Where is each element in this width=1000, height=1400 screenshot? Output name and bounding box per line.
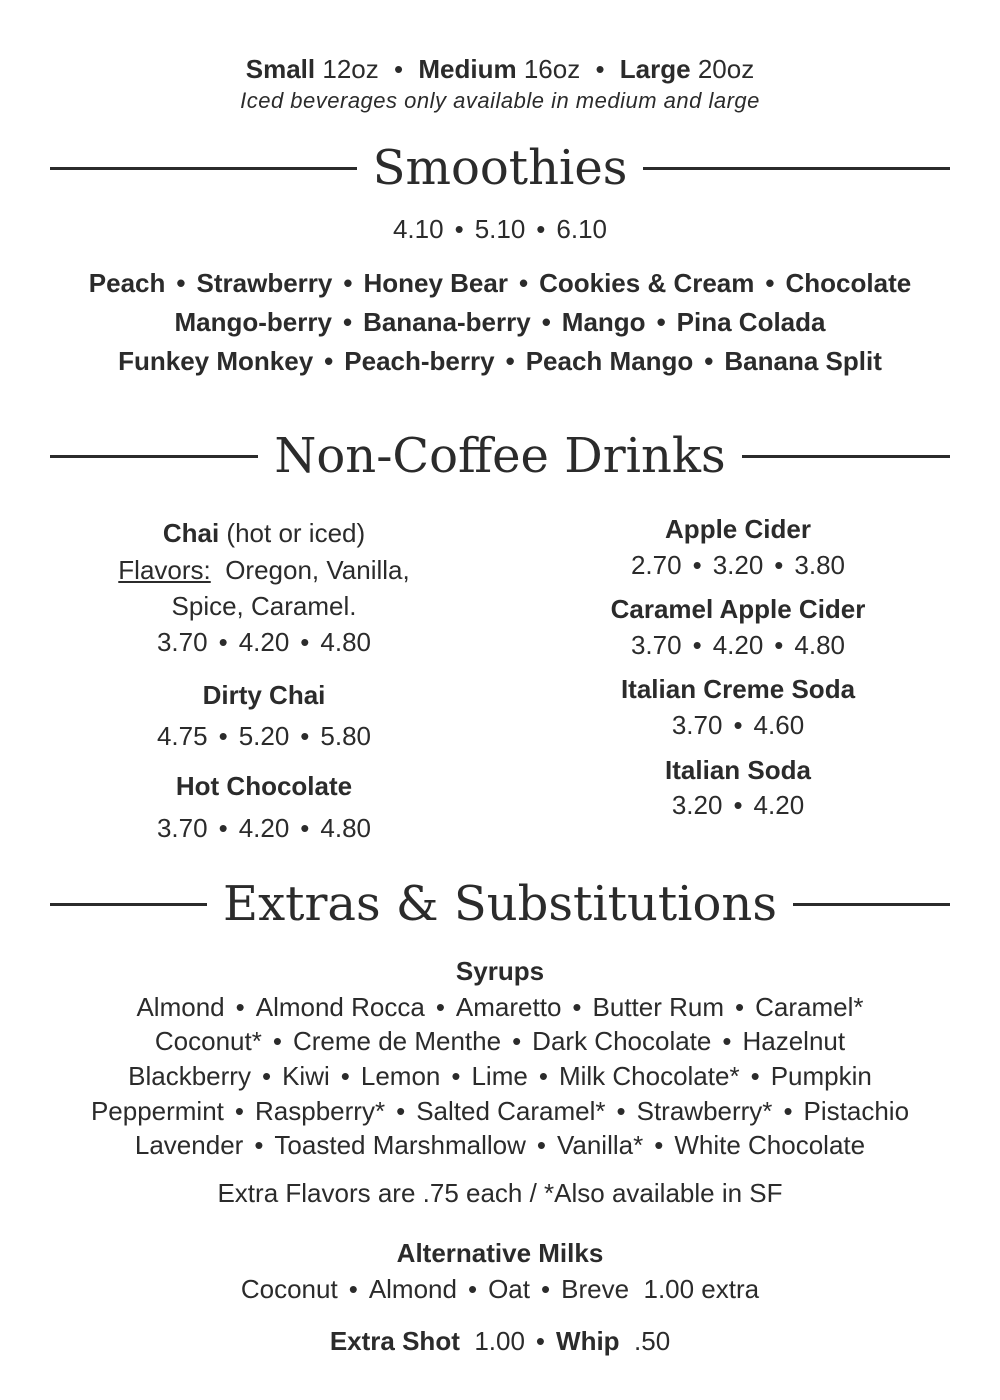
price: 4.20 — [712, 630, 764, 660]
dirty-chai-name: Dirty Chai — [202, 680, 326, 710]
size-small-value: 12oz — [322, 54, 379, 84]
size-medium-label: Medium — [418, 54, 517, 84]
flavors-label: Flavors: — [118, 555, 211, 585]
flavors-list: Oregon, Vanilla, — [225, 555, 410, 585]
syrups-row-3: Blackberry • Kiwi • Lemon • Lime • Milk Chocolate* • Pumpkin — [128, 1061, 872, 1091]
heading-rule — [793, 903, 950, 906]
caramel-apple-cider-name: Caramel Apple Cider — [610, 594, 866, 624]
price: 5.20 — [238, 721, 290, 751]
syrups-row-2: Coconut* • Creme de Menthe • Dark Chocolate • Hazelnut — [154, 1026, 846, 1056]
extras-title: Extras & Substitutions — [223, 876, 777, 932]
smoothie-item: Peach — [88, 268, 166, 298]
syrup-item: Peppermint — [90, 1096, 224, 1126]
milk-item: Oat — [488, 1274, 530, 1304]
price: 4.80 — [320, 813, 372, 843]
syrup-item: Lavender — [134, 1130, 244, 1160]
price: 3.20 — [712, 550, 764, 580]
size-large-label: Large — [619, 54, 691, 84]
iced-note: Iced beverages only available in medium and large — [240, 88, 760, 113]
price: 4.80 — [794, 630, 846, 660]
price: 5.80 — [320, 721, 372, 751]
syrup-item: Milk Chocolate* — [558, 1061, 740, 1091]
milks-label: Alternative Milks — [396, 1238, 604, 1268]
non-coffee-heading — [50, 428, 950, 484]
size-medium-value: 16oz — [523, 54, 581, 84]
price: 4.75 — [156, 721, 208, 751]
heading-rule — [50, 455, 258, 458]
smoothie-item: Banana Split — [724, 346, 882, 376]
size-large-value: 20oz — [697, 54, 755, 84]
italian-creme-soda-name: Italian Creme Soda — [620, 674, 856, 704]
price: 3.70 — [156, 813, 208, 843]
smoothie-item: Chocolate — [785, 268, 912, 298]
chai-note: (hot or iced) — [226, 518, 366, 548]
caramel-apple-cider-prices: 3.70 • 4.20 • 4.80 — [630, 630, 846, 660]
chai-name: Chai — [162, 518, 220, 548]
extra-shot-price: 1.00 — [474, 1326, 525, 1356]
smoothie-item: Funkey Monkey — [118, 346, 314, 376]
bullet: • — [595, 54, 605, 84]
chai-flavors-line — [44, 555, 484, 586]
smoothies-title: Smoothies — [372, 140, 628, 196]
syrup-item: Amaretto — [455, 992, 562, 1022]
price: 4.80 — [320, 627, 372, 657]
whip-price: .50 — [634, 1326, 671, 1356]
heading-rule — [50, 167, 357, 170]
bullet: • — [394, 54, 404, 84]
syrups-row-5: Lavender • Toasted Marshmallow • Vanilla* • White Chocolate — [134, 1130, 866, 1160]
syrups-row-4: Peppermint • Raspberry* • Salted Caramel* • Strawberry* • Pistachio — [90, 1096, 910, 1126]
milk-item: Almond — [368, 1274, 457, 1304]
price: 3.80 — [794, 550, 846, 580]
syrup-item: Butter Rum — [592, 992, 725, 1022]
syrup-item: Almond Rocca — [255, 992, 425, 1022]
italian-soda-name: Italian Soda — [665, 755, 811, 785]
extra-shot-label: Extra Shot — [329, 1326, 460, 1356]
syrup-item: Toasted Marshmallow — [274, 1130, 526, 1160]
price: 4.10 — [392, 214, 444, 244]
italian-creme-soda-prices: 3.70 • 4.60 — [671, 710, 805, 740]
syrup-item: Kiwi — [282, 1061, 330, 1091]
smoothies-prices: 4.10 • 5.10 • 6.10 — [392, 214, 608, 244]
syrup-item: Caramel* — [755, 992, 864, 1022]
smoothies-row-1: Peach • Strawberry • Honey Bear • Cookies & Cream • Chocolate — [88, 268, 912, 298]
heading-rule — [742, 455, 950, 458]
non-coffee-title: Non-Coffee Drinks — [274, 428, 726, 484]
milks-row: Coconut • Almond • Oat • Breve 1.00 extra — [240, 1274, 760, 1304]
smoothie-item: Mango-berry — [174, 307, 332, 337]
syrup-item: Dark Chocolate — [532, 1026, 712, 1056]
size-info — [0, 52, 1000, 86]
hot-chocolate-name: Hot Chocolate — [175, 771, 353, 801]
syrup-item: Lemon — [360, 1061, 441, 1091]
price: 3.70 — [156, 627, 208, 657]
syrup-item: Coconut* — [154, 1026, 262, 1056]
smoothie-item: Pina Colada — [676, 307, 826, 337]
dirty-chai-prices: 4.75 • 5.20 • 5.80 — [156, 721, 372, 751]
heading-rule — [50, 903, 207, 906]
syrup-item: Pumpkin — [770, 1061, 872, 1091]
price: 4.60 — [753, 710, 805, 740]
apple-cider-prices: 2.70 • 3.20 • 3.80 — [630, 550, 846, 580]
syrup-item: Lime — [471, 1061, 528, 1091]
syrup-item: Hazelnut — [742, 1026, 846, 1056]
price: 5.10 — [474, 214, 526, 244]
syrup-item: Vanilla* — [556, 1130, 644, 1160]
price: 3.70 — [671, 710, 723, 740]
price: 4.20 — [753, 790, 805, 820]
syrup-item: Blackberry — [128, 1061, 251, 1091]
syrup-item: White Chocolate — [674, 1130, 866, 1160]
price: 3.20 — [671, 790, 723, 820]
smoothie-item: Strawberry — [196, 268, 333, 298]
milks-price: 1.00 extra — [643, 1274, 760, 1304]
price: 6.10 — [556, 214, 608, 244]
syrup-item: Pistachio — [803, 1096, 910, 1126]
chai-line — [44, 518, 484, 549]
price: 2.70 — [630, 550, 682, 580]
smoothies-heading — [50, 140, 950, 196]
price: 4.20 — [238, 627, 290, 657]
price: 3.70 — [630, 630, 682, 660]
whip-label: Whip — [556, 1326, 620, 1356]
heading-rule — [643, 167, 950, 170]
extras-heading — [50, 876, 950, 932]
smoothie-item: Honey Bear — [363, 268, 508, 298]
smoothies-row-2: Mango-berry • Banana-berry • Mango • Pina Colada — [174, 307, 826, 337]
smoothies-row-3: Funkey Monkey • Peach-berry • Peach Mango • Banana Split — [118, 346, 882, 376]
shot-whip-row: Extra Shot 1.00 • Whip .50 — [329, 1326, 671, 1356]
milk-item: Breve — [561, 1274, 630, 1304]
apple-cider-name: Apple Cider — [665, 514, 811, 544]
syrup-item: Salted Caramel* — [416, 1096, 606, 1126]
syrup-item: Strawberry* — [636, 1096, 773, 1126]
hot-chocolate-prices: 3.70 • 4.20 • 4.80 — [156, 813, 372, 843]
chai-prices: 3.70 • 4.20 • 4.80 — [156, 627, 372, 657]
syrup-item: Raspberry* — [255, 1096, 386, 1126]
italian-soda-prices: 3.20 • 4.20 — [671, 790, 805, 820]
syrup-item: Creme de Menthe — [292, 1026, 502, 1056]
chai-flavors-line-2: Spice, Caramel. — [171, 591, 357, 621]
smoothie-item: Peach-berry — [344, 346, 495, 376]
smoothie-item: Peach Mango — [525, 346, 694, 376]
syrups-row-1: Almond • Almond Rocca • Amaretto • Butter Rum • Caramel* — [136, 992, 864, 1022]
smoothie-item: Mango — [561, 307, 646, 337]
syrups-label: Syrups — [455, 956, 545, 986]
milk-item: Coconut — [240, 1274, 338, 1304]
price: 4.20 — [238, 813, 290, 843]
smoothie-item: Cookies & Cream — [539, 268, 755, 298]
extra-flavors-note: Extra Flavors are .75 each / *Also available in SF — [217, 1178, 783, 1208]
size-small-label: Small — [245, 54, 316, 84]
smoothie-item: Banana-berry — [363, 307, 531, 337]
syrup-item: Almond — [136, 992, 225, 1022]
